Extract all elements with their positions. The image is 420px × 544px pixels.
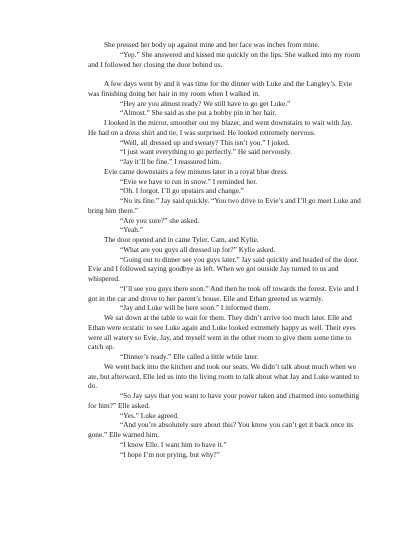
paragraph-spacer xyxy=(88,69,362,79)
body-paragraph: The door opened and in came Tyler, Cam, and Kylie. xyxy=(104,235,259,244)
body-paragraph: I looked in the mirror, smoother out my blazer, and went downstairs to wait with Jay. He had on a dress shirt and tie, I was surprised. He looked extremely nervous. xyxy=(88,118,353,137)
body-paragraph: We sat down at the table to wait for them. They didn’t arrive too much later. Elle and Ethan were ecstatic to see Luke again and Luke looked extremely happy as well. Their eyes were all watery so Evie, Jay, and myself went in the other room to give them some time to catch up. xyxy=(88,313,356,352)
body-paragraph: “I just want everything to go perfectly.” He said nervously. xyxy=(120,147,292,157)
body-paragraph: “Jay it’ll be fine.” I reassured him. xyxy=(120,157,221,166)
body-paragraph: She pressed her body up against mine and her face was inches from mine. xyxy=(104,40,320,49)
body-paragraph: “Dinner’s ready.” Elle called a little while later. xyxy=(120,352,259,361)
body-paragraph: Evie came downstairs a few minutes later in a royal blue dress. xyxy=(104,166,288,176)
body-paragraph: “Are you sure?” she asked. xyxy=(120,215,200,225)
body-paragraph: “Yeah.” xyxy=(120,225,143,235)
body-paragraph: “Well, all dressed up and sweaty? This isn’t you.” I joked. xyxy=(120,137,290,147)
body-paragraph: “Yep.” She answered and kissed me quickly on the lips. She walked into my room and I followed her closing the door behind us. xyxy=(88,49,361,69)
body-paragraph: “I’ll see you guys there soon.” And then he took off towards the forest. Evie and I got in the car and drove to her parent’s house. Elle and Ethan greeted us warmly. xyxy=(88,283,359,303)
body-paragraph: “Jay and Luke will be here soon.” I informed them. xyxy=(120,303,271,313)
body-paragraph: We went back into the kitchen and took our seats. We didn’t talk about much when we ate, but afterward, Elle led us into the living room to talk about what Jay and Luke wanted to do. xyxy=(88,361,360,391)
body-paragraph: “Yes.” Luke agreed. xyxy=(120,410,179,420)
body-paragraph: “What are you guys all dressed up for?” Kylie asked. xyxy=(120,244,276,254)
body-paragraph: “Almost.” She said as she put a bobby pin in her hair. xyxy=(120,108,277,118)
body-paragraph: “Evie we have to run in snow.” I reminded her. xyxy=(120,176,258,186)
body-paragraph: “I know Elle. I want him to have it.” xyxy=(120,439,227,449)
body-paragraph: “No its fine.” Jay said quickly. “You two drive to Evie’s and I’ll go meet Luke and bring him there.” xyxy=(88,196,361,215)
body-paragraph: “Oh. I forgot. I’ll go upstairs and change.” xyxy=(120,186,244,196)
body-paragraph: “And you’re absolutely sure about this? You know you can’t get it back once its gone.” Elle warned him. xyxy=(88,420,354,439)
body-paragraph: “Going out to dinner see you guys later.” Jay said quickly and headed of the door. Evie and I followed saying goodbye as left. When we got outside Jay turned to us and whispered. xyxy=(88,254,359,283)
body-paragraph: “Hey are you almost ready? We still have to go get Luke.” xyxy=(120,98,291,108)
body-paragraph: “I hope I’m not prying, but why?” xyxy=(120,449,220,459)
body-paragraph: A few days went by and it was time for the dinner with Luke and the Langley’s. Evie was finishing doing her hair in my room when I walked in. xyxy=(88,79,353,98)
body-paragraph: “So Jay says that you want to have your power taken and charmed into something for him?” Elle asked. xyxy=(88,391,360,410)
